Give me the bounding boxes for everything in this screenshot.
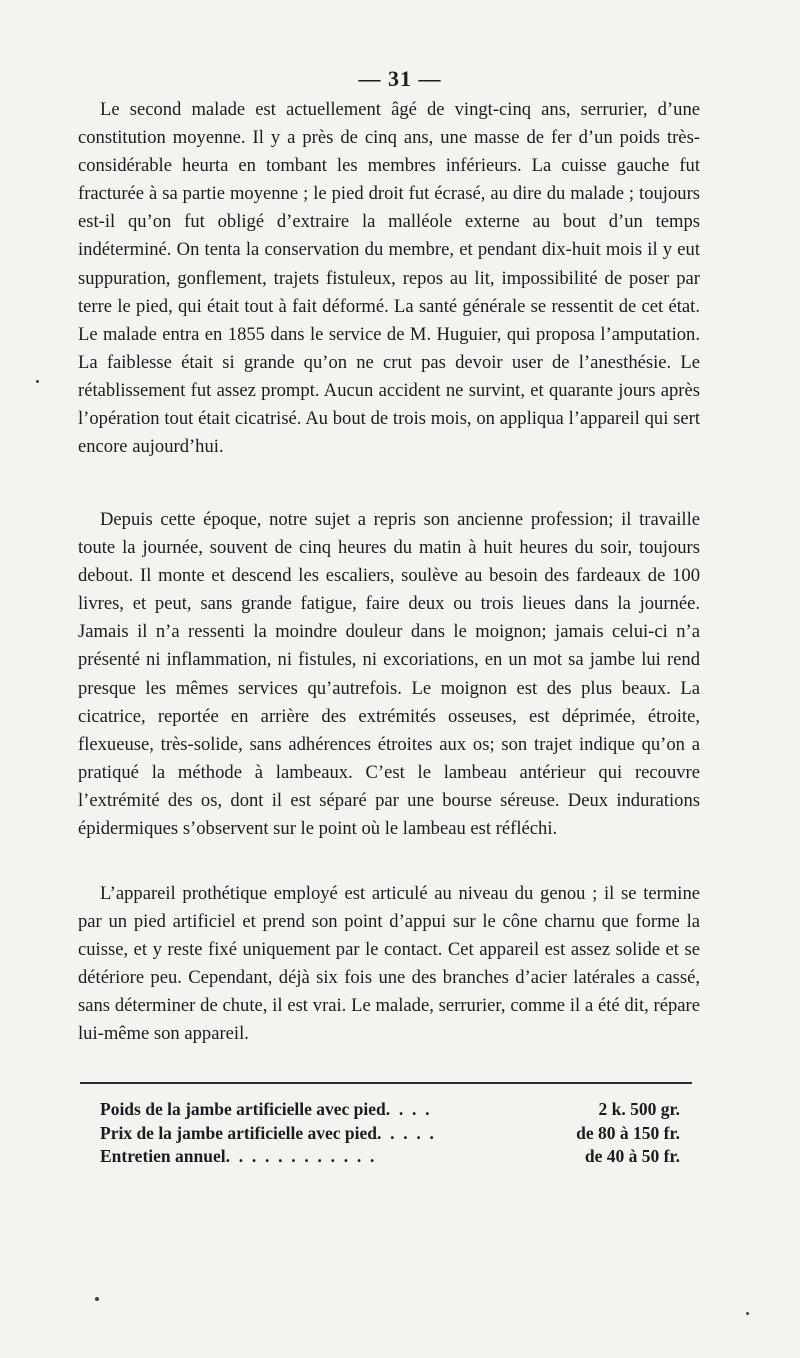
cost-row-maintenance <box>100 1145 680 1169</box>
paper-speck <box>36 380 39 383</box>
cost-label: Entretien annuel. . . . . . . . . . . . <box>100 1146 375 1166</box>
cost-row-price <box>100 1122 680 1146</box>
paragraph-text: Depuis cette époque, notre sujet a repris son ancienne profession; il travaille toute la journée, souvent de cinq heures du matin à huit heures du soir, toujours debout. Il monte et descend les escaliers, soulève au besoin des fardeaux de 100 livres, et peut, sans grande fatigue, faire deux ou trois lieues dans la journée. Jamais il n’a ressenti la moindre douleur dans le moignon; jamais celui-ci n’a présenté ni inflammation, ni fistules, ni excoriations, en un mot sa jambe lui rend presque les mêmes services qu’autrefois. Le moignon est des plus beaux. La cicatrice, reportée en arrière des extrémités osseuses, est déprimée, étroite, flexueuse, très-solide, sans adhérences étroites aux os; son trajet indique qu’on a pratiqué la méthode à lambeaux. C’est le lambeau antérieur qui recouvre l’extrémité des os, dont il est séparé par une bourse séreuse. Deux indurations épidermiques s’observent sur le point où le lambeau est réfléchi. <box>78 509 700 840</box>
horizontal-divider <box>80 1082 692 1084</box>
cost-label: Prix de la jambe artificielle avec pied. . . . . <box>100 1122 434 1143</box>
cost-value: de 40 à 50 fr. <box>584 1146 680 1166</box>
paragraph-text: Le second malade est actuellement âgé de vingt-cinq ans, serrurier, d’une constitution moyenne. Il y a près de cinq ans, une masse de fer d’un poids très-considérable heurta en tombant les membres inférieurs. La cuisse gauche fut fracturée à sa partie moyenne ; le pied droit fut écrasé, au dire du malade ; toujours est-il qu’on fut obligé d’extraire la malléole externe au bout d’un temps indéterminé. On tenta la conservation du membre, et pendant dix-huit mois il y eut suppuration, gonflement, trajets fistuleux, repos au lit, impossibilité de poser par terre le pied, qui était tout à fait déformé. La santé générale se ressentit de cet état. Le malade entra en 1855 dans le service de M. Huguier, qui proposa l’amputation. La faiblesse était si grande qu’on ne crut pas devoir user de l’anesthésie. Le rétablissement fut assez prompt. Aucun accident ne survint, et quarante jours après l’opération tout était cicatrisé. Au bout de trois mois, on appliqua l’appareil qui sert encore aujourd’hui. <box>78 99 700 458</box>
paragraph-case-history <box>78 96 700 461</box>
paper-speck <box>95 1297 99 1301</box>
cost-value: de 80 à 150 fr. <box>576 1122 680 1143</box>
page-number: — 31 — <box>358 66 442 91</box>
cost-value: 2 k. 500 gr. <box>598 1099 680 1119</box>
paragraph-text: L’appareil prothétique employé est articulé au niveau du genou ; il se termine par un pied artificiel et prend son point d’appui sur le cône charnu que forme la cuisse, et y reste fixé uniquement par le contact. Cet appareil est assez solide et se détériore peu. Cependant, déjà six fois une des branches d’acier latérales a cassé, sans déterminer de chute, il est vrai. Le malade, serrurier, comme il a été dit, répare lui-même son appareil. <box>78 883 700 1045</box>
paper-speck <box>746 1312 749 1315</box>
cost-row-weight <box>100 1098 680 1122</box>
paragraph-current-state <box>78 506 700 843</box>
cost-label: Poids de la jambe artificielle avec pied. . . . <box>100 1099 430 1119</box>
paragraph-prosthesis <box>78 880 700 1049</box>
cost-table <box>100 1098 680 1169</box>
